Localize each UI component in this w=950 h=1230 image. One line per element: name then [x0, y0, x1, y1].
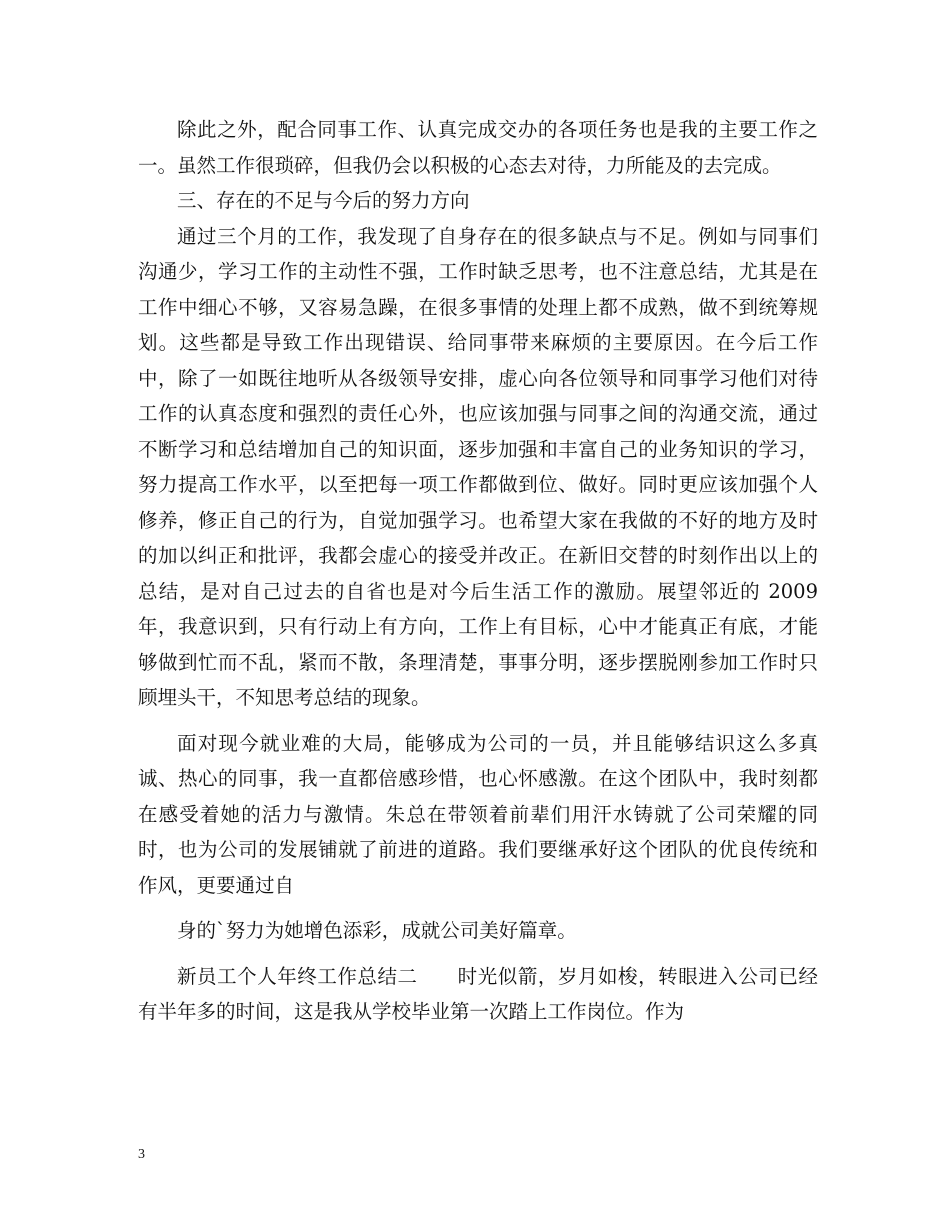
paragraph-closing: 身的`努力为她增色添彩，成就公司美好篇章。	[177, 919, 577, 942]
document-body	[138, 112, 818, 1030]
page-number: 3	[138, 1147, 145, 1162]
paragraph-cooperation: 除此之外，配合同事工作、认真完成交办的各项任务也是我的主要工作之一。虽然工作很琐碎，但我仍会以积极的心态去对待，力所能及的去完成。	[138, 118, 818, 177]
paragraph-summary-two: 新员工个人年终工作总结二 时光似箭，岁月如梭，转眼进入公司已经有半年多的时间，这是我从学校毕业第一次踏上工作岗位。作为	[138, 964, 818, 1023]
paragraph-shortcomings: 通过三个月的工作，我发现了自身存在的很多缺点与不足。例如与同事们沟通少，学习工作的主动性不强，工作时缺乏思考，也不注意总结，尤其是在工作中细心不够，又容易急躁，在很多事情的处理上都不成熟，做不到统筹规划。这些都是导致工作出现错误、给同事带来麻烦的主要原因。在今后工作中，除了一如既往地听从各级领导安排，虚心向各位领导和同事学习他们对待工作的认真态度和强烈的责任心外，也应该加强与同事之间的沟通交流，通过不断学习和总结增加自己的知识面，逐步加强和丰富自己的业务知识的学习，努力提高工作水平，以至把每一项工作都做到位、做好。同时更应该加强个人修养，修正自己的行为，自觉加强学习。也希望大家在我做的不好的地方及时的加以纠正和批评，我都会虚心的接受并改正。在新旧交替的时刻作出以上的总结，是对自己过去的自省也是对今后生活工作的激励。展望邻近的 2009 年，我意识到，只有行动上有方向，工作上有目标，心中才能真正有底，才能够做到忙而不乱，紧而不散，条理清楚，事事分明，逐步摆脱刚参加工作时只顾埋头干，不知思考总结的现象。	[138, 224, 818, 709]
section-heading: 三、存在的不足与今后的努力方向	[177, 189, 470, 212]
paragraph-team: 面对现今就业难的大局，能够成为公司的一员，并且能够结识这么多真诚、热心的同事，我一直都倍感珍惜，也心怀感激。在这个团队中，我时刻都在感受着她的活力与激情。朱总在带领着前辈们用汗水铸就了公司荣耀的同时，也为公司的发展铺就了前进的道路。我们要继承好这个团队的优良传统和作风，更要通过自	[138, 731, 818, 897]
